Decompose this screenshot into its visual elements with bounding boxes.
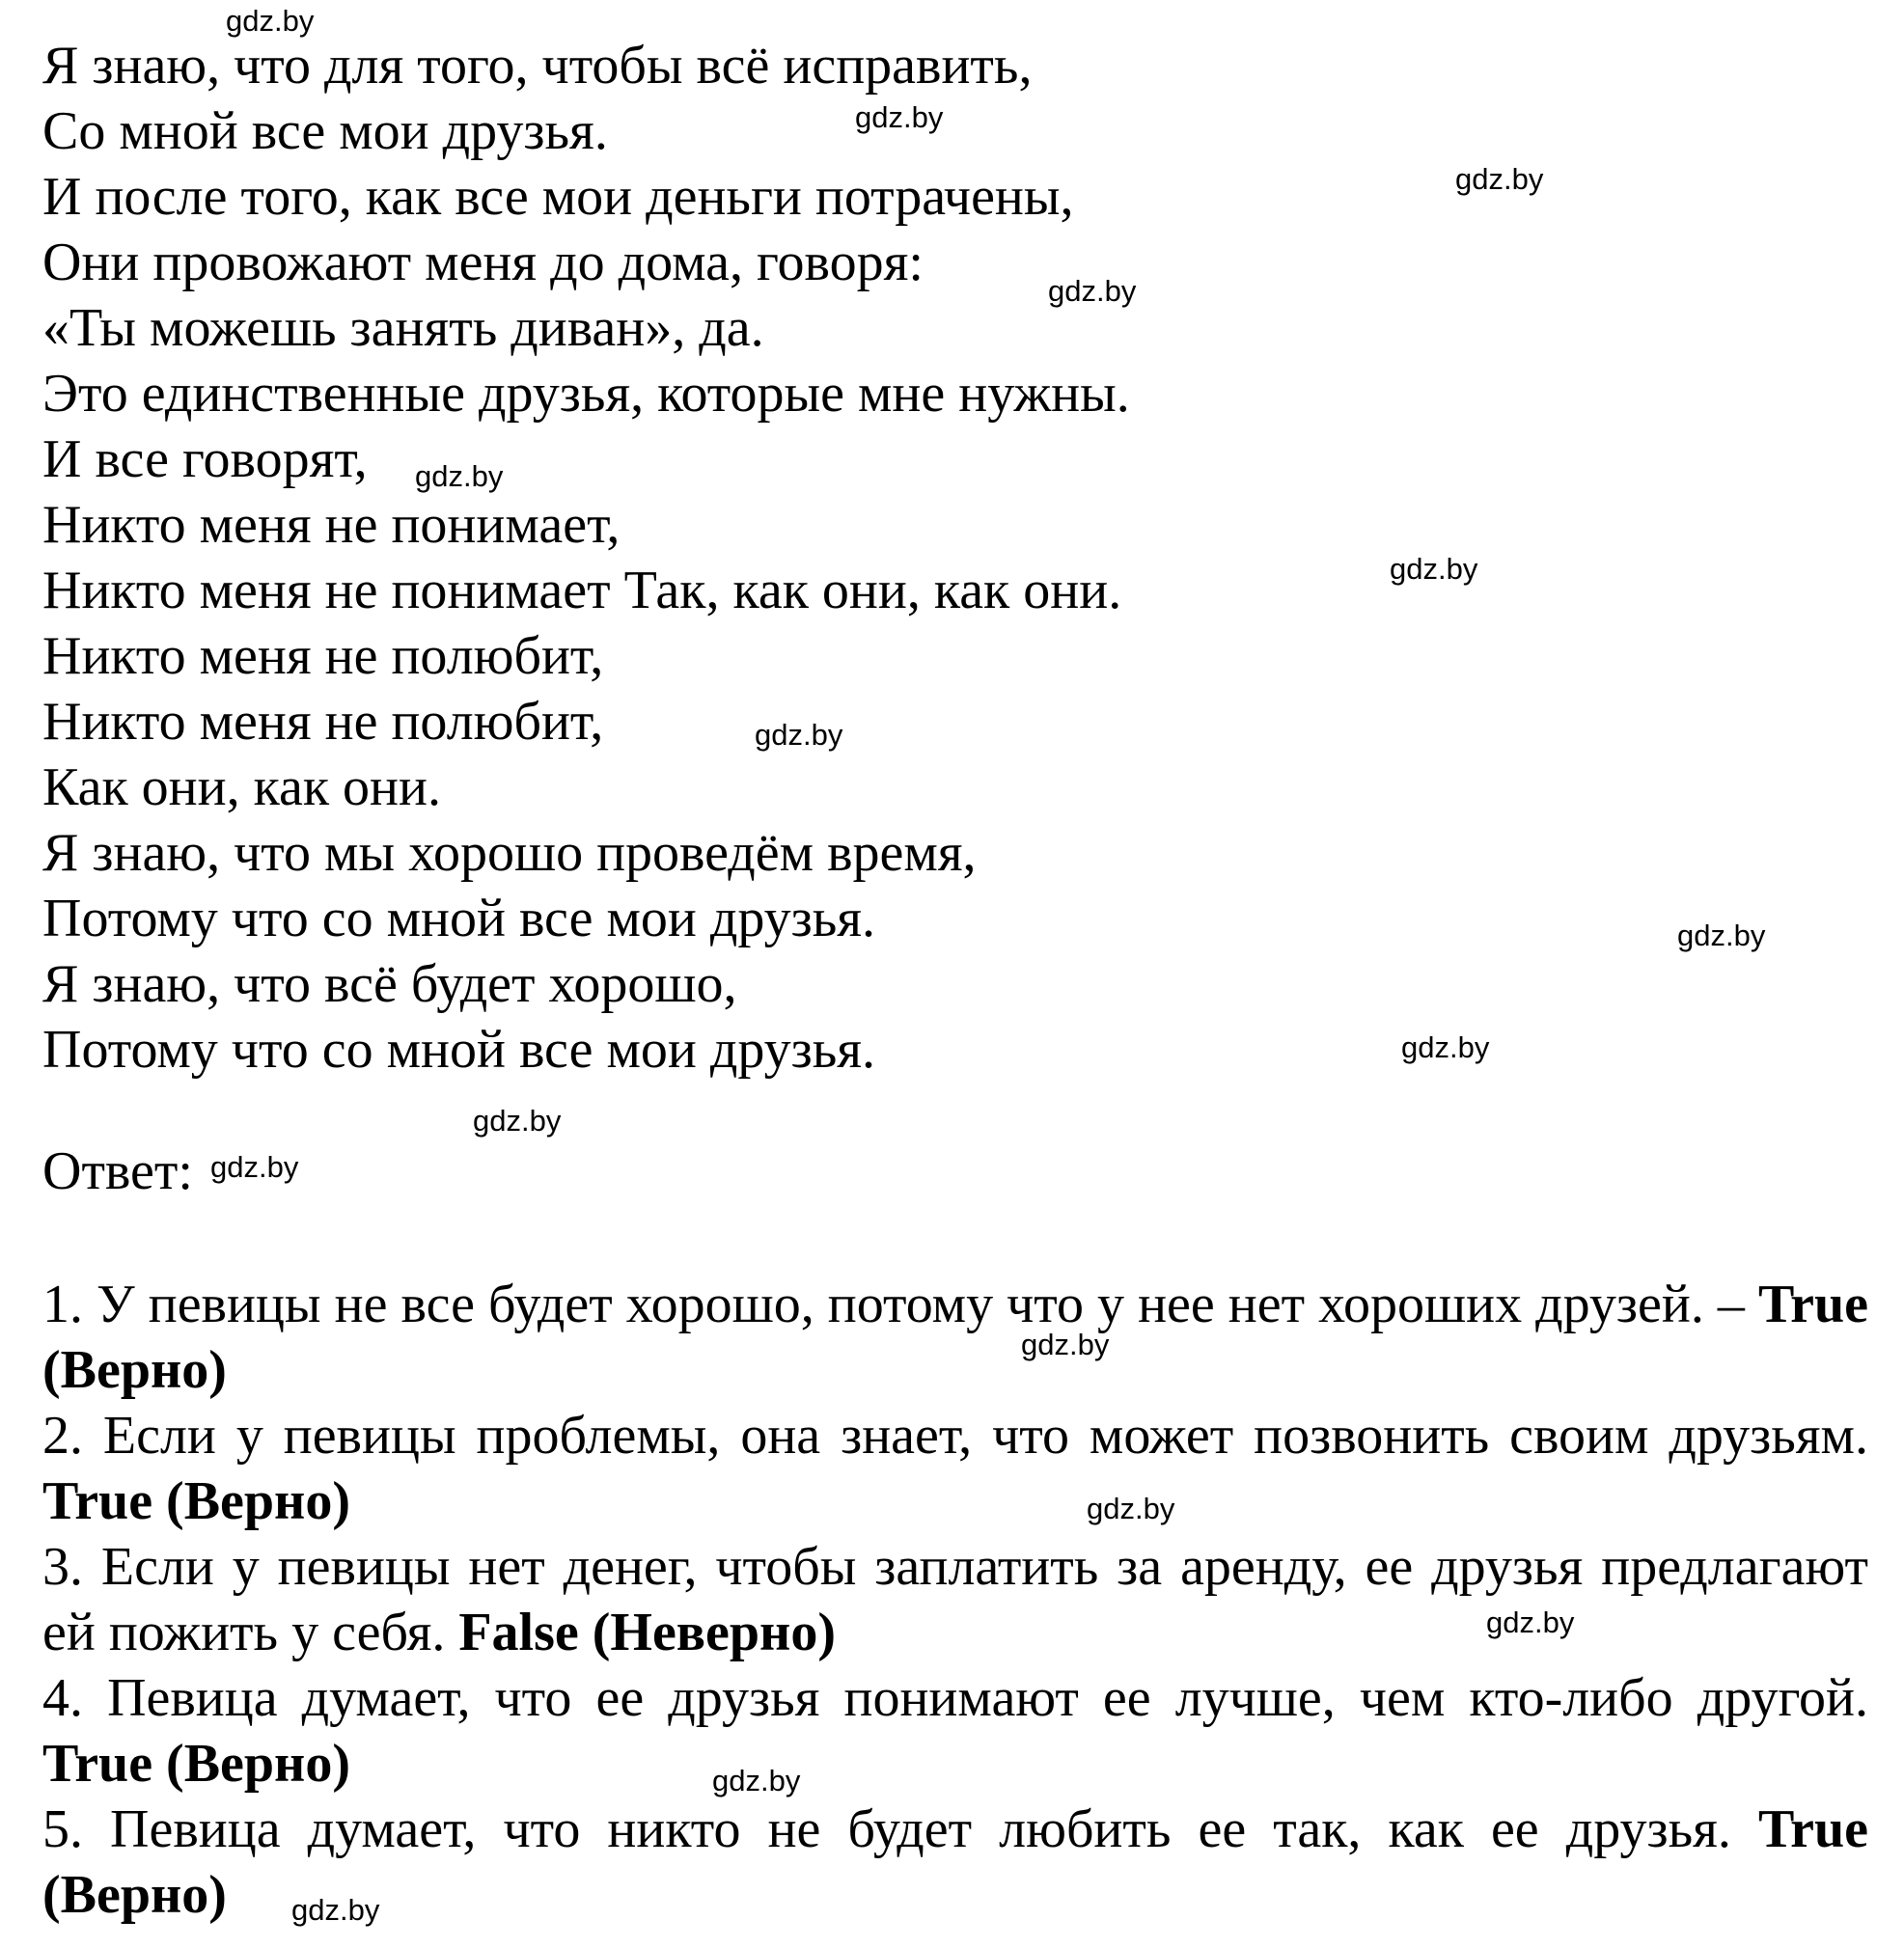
poem-line: Я знаю, что мы хорошо проведём время, [42, 823, 977, 883]
answer-item [42, 1534, 1868, 1665]
answer-statement: 3. Если у певицы нет денег, чтобы заплатить за аренду, ее друзья предлагают ей пожить у себя. [42, 1537, 1868, 1662]
poem-line: И все говорят, [42, 429, 368, 489]
watermark: gdz.by [1677, 919, 1766, 952]
poem-line: Со мной все мои друзья. [42, 101, 608, 161]
watermark: gdz.by [855, 100, 944, 134]
watermark: gdz.by [415, 459, 504, 493]
answer-statement: 4. Певица думает, что ее друзья понимают ее лучше, чем кто-либо другой. [42, 1668, 1868, 1728]
answer-item [42, 1403, 1868, 1534]
answer-statement: 1. У певицы не все будет хорошо, потому что у нее нет хороших друзей. – [42, 1275, 1745, 1334]
poem-line: Они провожают меня до дома, говоря: [42, 233, 924, 292]
poem-line: Потому что со мной все мои друзья. [42, 889, 876, 948]
poem-line: Потому что со мной все мои друзья. [42, 1020, 876, 1080]
watermark: gdz.by [755, 718, 843, 752]
watermark: gdz.by [1087, 1492, 1175, 1525]
watermark: gdz.by [1048, 274, 1137, 308]
watermark: gdz.by [1401, 1030, 1490, 1064]
answer-item [42, 1272, 1868, 1403]
watermark: gdz.by [712, 1764, 801, 1797]
answer-item [42, 1665, 1868, 1797]
watermark: gdz.by [1390, 552, 1478, 586]
watermark: gdz.by [226, 4, 315, 38]
poem-text [42, 33, 1876, 1083]
answer-list [42, 1272, 1868, 1928]
poem-line: Как они, как они. [42, 757, 441, 817]
poem-line: Я знаю, что для того, чтобы всё исправить, [42, 36, 1033, 96]
poem-line: Никто меня не полюбит, [42, 626, 604, 686]
answer-verdict: False (Неверно) [458, 1603, 836, 1662]
answer-verdict: True (Верно) [42, 1471, 350, 1531]
answer-statement: 2. Если у певицы проблемы, она знает, что может позвонить своим друзьям. [42, 1406, 1868, 1466]
watermark: gdz.by [1021, 1328, 1110, 1361]
poem-line: Я знаю, что всё будет хорошо, [42, 954, 737, 1014]
answer-verdict: True (Верно) [42, 1734, 350, 1794]
answer-verdict: True (Верно) [42, 1799, 1868, 1925]
watermark: gdz.by [210, 1150, 299, 1184]
answer-statement: 5. Певица думает, что никто не будет любить ее так, как ее друзья. [42, 1799, 1731, 1859]
watermark: gdz.by [291, 1893, 380, 1927]
watermark: gdz.by [473, 1104, 562, 1138]
poem-line: Никто меня не полюбит, [42, 692, 604, 752]
poem-line: И после того, как все мои деньги потрачены, [42, 167, 1074, 227]
answer-verdict: True (Верно) [42, 1275, 1868, 1400]
poem-line: Это единственные друзья, которые мне нужны. [42, 364, 1130, 424]
poem-line: Никто меня не понимает Так, как они, как они. [42, 561, 1122, 620]
answer-label: Ответ: [42, 1141, 193, 1201]
watermark: gdz.by [1455, 162, 1544, 196]
poem-line: Никто меня не понимает, [42, 495, 621, 555]
poem-line: «Ты можешь занять диван», да. [42, 298, 764, 358]
watermark: gdz.by [1486, 1605, 1575, 1639]
